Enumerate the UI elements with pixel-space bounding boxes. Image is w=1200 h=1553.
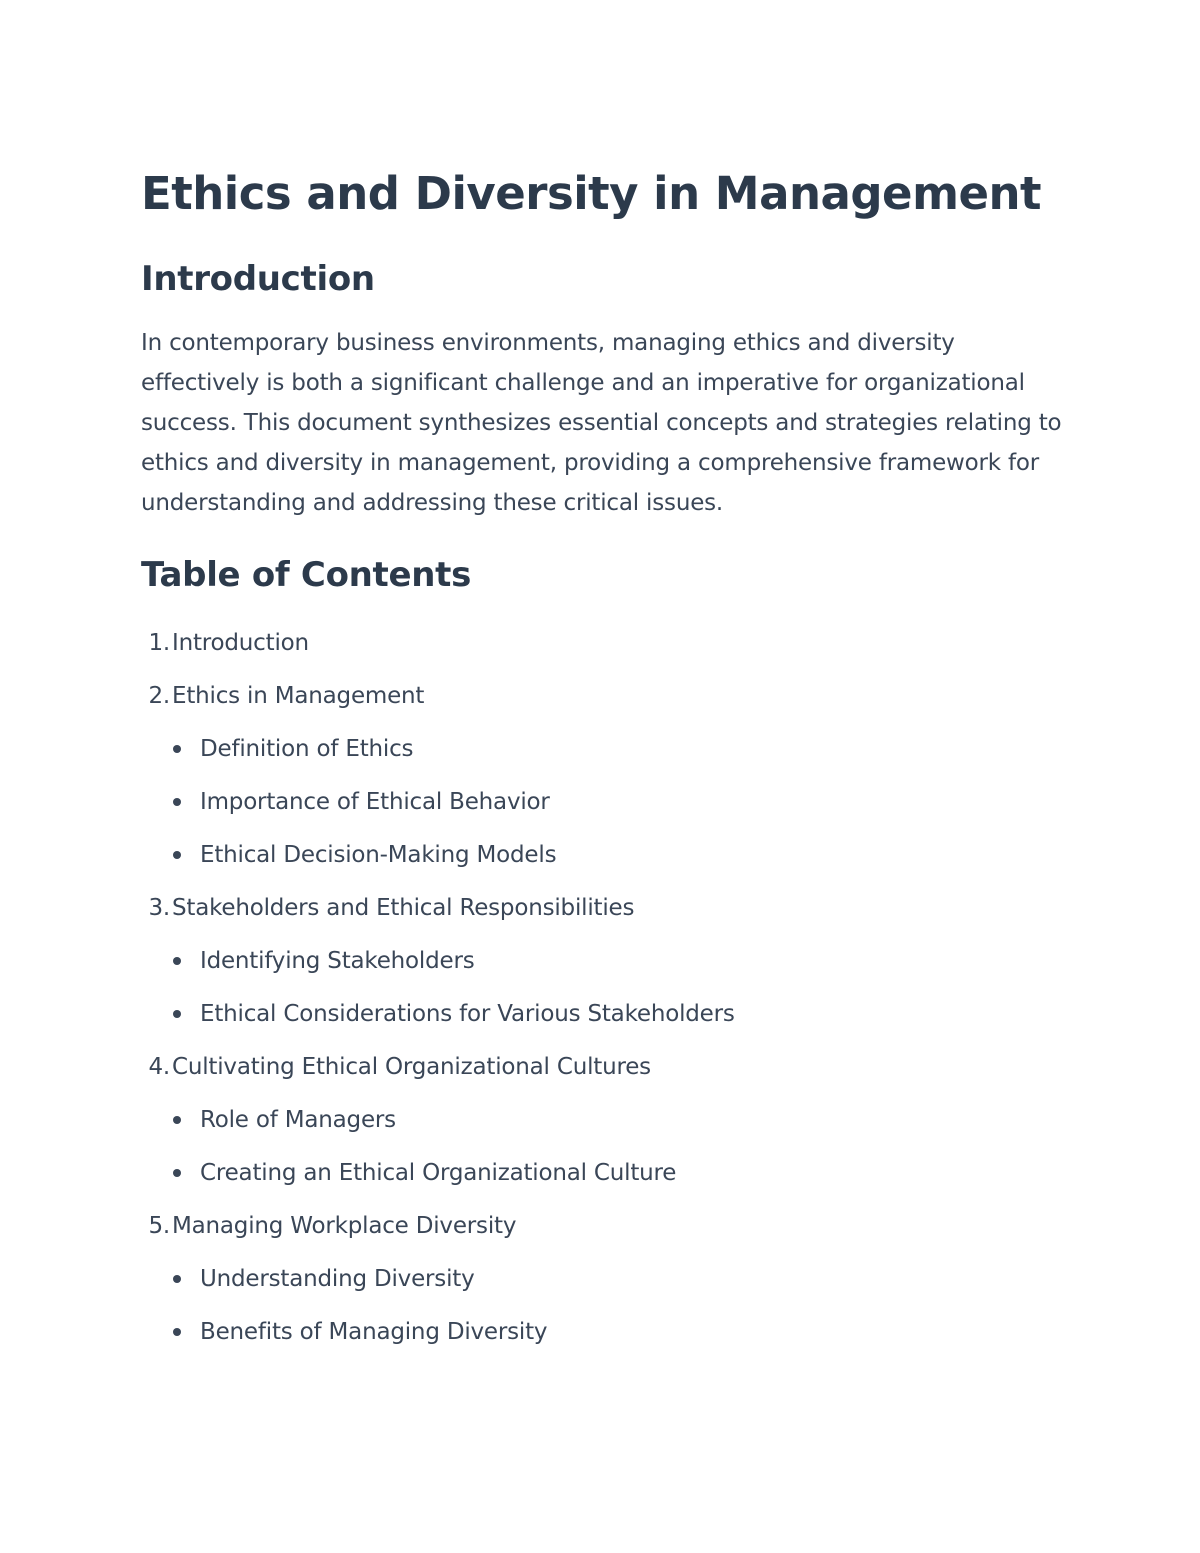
toc-subitem-label: Ethical Decision-Making Models bbox=[200, 842, 557, 868]
toc-subitem-label: Role of Managers bbox=[200, 1107, 396, 1133]
toc-subitems-cultures bbox=[141, 1094, 1071, 1200]
toc-subitem bbox=[141, 723, 1071, 776]
toc-item-number: 4. bbox=[148, 1054, 170, 1080]
toc-subitem-label: Benefits of Managing Diversity bbox=[200, 1319, 548, 1345]
toc-item-stakeholders bbox=[141, 882, 1071, 935]
toc-subitem bbox=[141, 776, 1071, 829]
toc-heading: Table of Contents bbox=[141, 555, 472, 595]
toc-item-label: Ethics in Management bbox=[172, 683, 425, 709]
toc-subitem bbox=[141, 1094, 1071, 1147]
toc-subitem bbox=[141, 1253, 1071, 1306]
toc-subitems-ethics bbox=[141, 723, 1071, 882]
table-of-contents bbox=[141, 617, 1071, 1359]
bullet-icon bbox=[173, 1010, 181, 1018]
toc-subitem-label: Understanding Diversity bbox=[200, 1266, 475, 1292]
toc-item-label: Stakeholders and Ethical Responsibilities bbox=[172, 895, 635, 921]
toc-subitems-diversity bbox=[141, 1253, 1071, 1359]
toc-item-number: 2. bbox=[148, 683, 170, 709]
document-page bbox=[141, 165, 1071, 1359]
toc-subitem bbox=[141, 988, 1071, 1041]
toc-subitem-label: Definition of Ethics bbox=[200, 736, 414, 762]
toc-item-number: 3. bbox=[148, 895, 170, 921]
document-title: Ethics and Diversity in Management bbox=[141, 167, 1042, 220]
bullet-icon bbox=[173, 957, 181, 965]
toc-subitem bbox=[141, 1147, 1071, 1200]
introduction-paragraph: In contemporary business environments, managing ethics and diversity effectively is both a significant challenge and an imperative for organizational success. This document synthesizes essential concepts and strategies relating to ethics and diversity in management, providing a comprehensive framework for understanding and addressing these critical issues. bbox=[141, 330, 1062, 516]
bullet-icon bbox=[173, 1275, 181, 1283]
toc-subitem-label: Ethical Considerations for Various Stakeholders bbox=[200, 1001, 735, 1027]
toc-subitem bbox=[141, 1306, 1071, 1359]
toc-item-label: Managing Workplace Diversity bbox=[172, 1213, 517, 1239]
toc-item-number: 1. bbox=[148, 630, 170, 656]
toc-item-number: 5. bbox=[148, 1213, 170, 1239]
toc-item-workplace-diversity bbox=[141, 1200, 1071, 1253]
bullet-icon bbox=[173, 1169, 181, 1177]
toc-subitem-label: Importance of Ethical Behavior bbox=[200, 789, 550, 815]
bullet-icon bbox=[173, 1328, 181, 1336]
bullet-icon bbox=[173, 798, 181, 806]
toc-item-ethics-in-management bbox=[141, 670, 1071, 723]
toc-item-label: Introduction bbox=[172, 630, 309, 656]
toc-subitem bbox=[141, 829, 1071, 882]
toc-subitem bbox=[141, 935, 1071, 988]
bullet-icon bbox=[173, 851, 181, 859]
toc-subitem-label: Creating an Ethical Organizational Culture bbox=[200, 1160, 677, 1186]
toc-item-label: Cultivating Ethical Organizational Cultures bbox=[172, 1054, 651, 1080]
introduction-heading: Introduction bbox=[141, 259, 375, 299]
toc-subitem-label: Identifying Stakeholders bbox=[200, 948, 475, 974]
bullet-icon bbox=[173, 1116, 181, 1124]
toc-item-ethical-cultures bbox=[141, 1041, 1071, 1094]
bullet-icon bbox=[173, 745, 181, 753]
toc-item-introduction bbox=[141, 617, 1071, 670]
toc-subitems-stakeholders bbox=[141, 935, 1071, 1041]
